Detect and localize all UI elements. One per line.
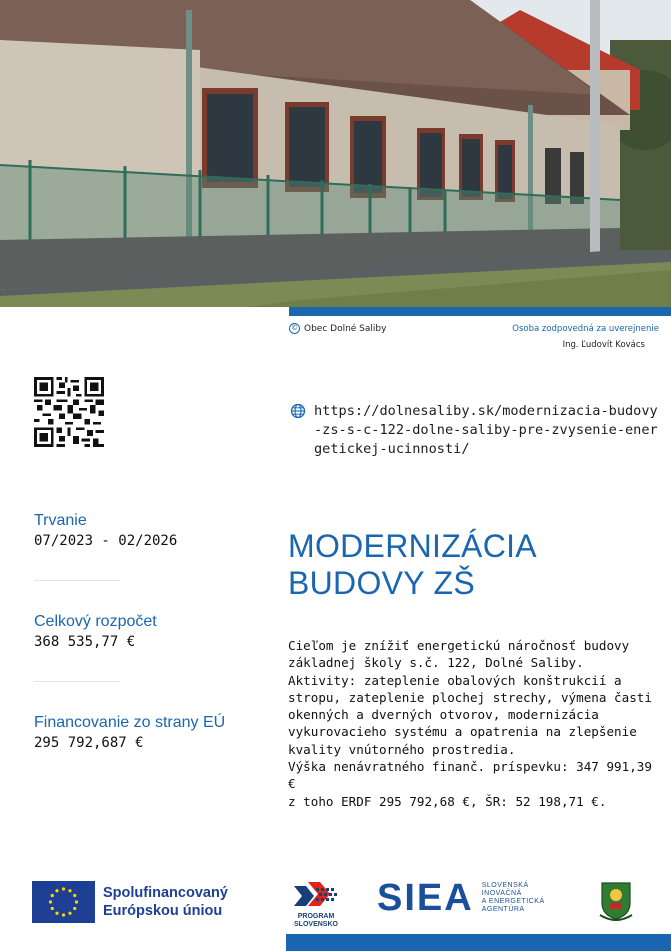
siea-wordmark: SIEA	[377, 877, 474, 919]
fact-divider	[34, 681, 120, 682]
eu-cofunded-logo	[32, 881, 228, 923]
accent-strip-top	[289, 307, 671, 316]
siea-sub-line-4: AGENTÚRA	[481, 906, 525, 913]
accent-strip-bottom	[286, 934, 671, 951]
eu-funding-label: Financovanie zo strany EÚ	[34, 714, 226, 731]
municipality-crest-icon	[598, 879, 634, 923]
eu-star-icon	[68, 912, 71, 915]
photo-credit-text: Obec Dolné Saliby	[304, 323, 387, 334]
eu-star-icon	[62, 887, 65, 890]
globe-icon	[290, 403, 306, 419]
project-url-link[interactable]: https://dolnesaliby.sk/modernizacia-budovy-zs-s-c-122-dolne-saliby-pre-zvysenie-energetickej-ucinnosti/	[314, 403, 658, 457]
project-title	[288, 528, 648, 602]
copyright-icon: ©	[291, 324, 298, 332]
responsible-name: Ing. Ľudovít Kovács	[562, 340, 645, 350]
program-slovensko-text	[286, 913, 346, 929]
project-url[interactable]	[290, 402, 660, 459]
title-line-1: MODERNIZÁCIA	[288, 528, 537, 564]
fact-divider	[34, 580, 120, 581]
description-grant: Výška nenávratného finanč. príspevku: 347 991,39 €	[288, 759, 652, 792]
eu-funding-value: 295 792,687 €	[34, 735, 144, 751]
duration-label: Trvanie	[34, 512, 87, 529]
project-description	[288, 637, 658, 810]
description-activities: Aktivity: zateplenie obalových konštrukcií a stropu, zateplenie plochej strechy, výmena časti okenných a dverných otvorov, modernizácia vykurovacieho systému a opatrenia na zlepšenie kvality vnútorného prostredia.	[288, 672, 652, 757]
title-line-2: BUDOVY ZŠ	[288, 565, 476, 601]
eu-star-icon	[55, 912, 58, 915]
photo-credit	[289, 323, 386, 334]
school-building-image	[0, 0, 671, 307]
fact-eu-funding	[34, 714, 225, 751]
eu-text-line-2: Európskou úniou	[103, 903, 223, 919]
eu-star-icon	[68, 889, 71, 892]
project-photo	[0, 0, 671, 307]
budget-label: Celkový rozpočet	[34, 613, 157, 630]
eu-star-icon	[55, 889, 58, 892]
eu-star-icon	[62, 913, 65, 916]
eu-text-line-1: Spolufinancovaný	[103, 885, 228, 901]
fact-budget	[34, 613, 157, 650]
siea-sub-line-2: INOVAČNÁ	[481, 890, 522, 897]
program-line-1: PROGRAM	[297, 913, 335, 920]
duration-value: 07/2023 - 02/2026	[34, 533, 178, 549]
siea-sub-line-3: A ENERGETICKÁ	[481, 898, 545, 905]
fact-duration	[34, 512, 177, 549]
description-breakdown: z toho ERDF 295 792,68 €, ŠR: 52 198,71 €.	[288, 793, 607, 809]
eu-star-icon	[75, 900, 78, 903]
responsible-label: Osoba zodpovedná za uverejnenie	[512, 324, 659, 334]
eu-star-icon	[51, 907, 54, 910]
eu-star-icon	[73, 907, 76, 910]
qr-code-icon[interactable]	[34, 377, 104, 447]
program-line-2: SLOVENSKO	[294, 921, 338, 928]
eu-star-icon	[51, 894, 54, 897]
description-goal: Cieľom je znížiť energetickú náročnosť budovy základnej školy s.č. 122, Dolné Saliby.	[288, 638, 630, 671]
eu-flag-icon	[32, 881, 95, 923]
eu-star-icon	[73, 894, 76, 897]
eu-star-icon	[49, 900, 52, 903]
siea-sub-line-1: SLOVENSKÁ	[481, 882, 529, 889]
siea-subtitle	[482, 882, 545, 914]
siea-logo	[377, 879, 545, 917]
budget-value: 368 535,77 €	[34, 634, 136, 650]
